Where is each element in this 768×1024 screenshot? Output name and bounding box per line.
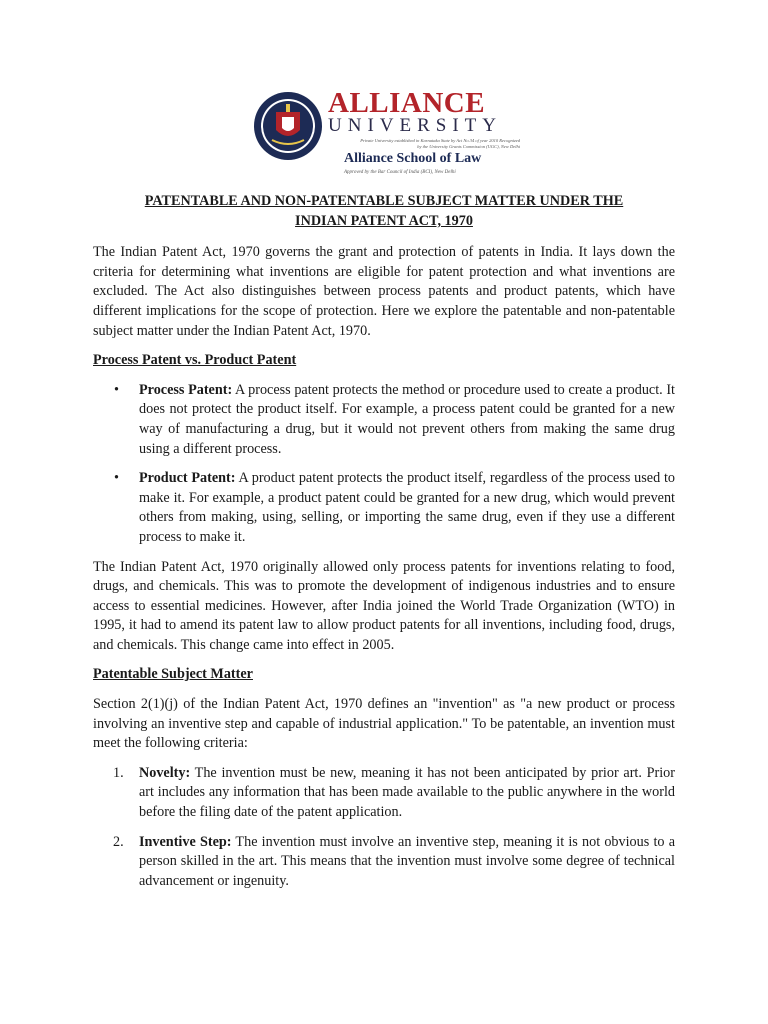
list-item-term: Product Patent: <box>139 470 236 487</box>
title-line-1: PATENTABLE AND NON-PATENTABLE SUBJECT MATTER UNDER THE <box>144 193 624 209</box>
section-heading-process-vs-product: Process Patent vs. Product Patent <box>93 352 297 369</box>
list-item-term: Novelty: <box>139 764 191 781</box>
patent-types-list <box>93 381 675 548</box>
brand-name: ALLIANCE <box>328 87 486 119</box>
list-item-text: A process patent protects the method or procedure used to create a product. It does not protect the product itself. For example, a process patent could be granted for a new way of manufacturing a drug, but it would not prevent others from making the same drug using a different process. <box>139 381 675 457</box>
school-name: Alliance School of Law <box>344 151 482 166</box>
list-item-text: A product patent protects the product itself, regardless of the process used to make it. For example, a product patent could be granted for a new drug, which would prevent others from making, using, selling, or importing the same drug, even if they use a different process to make it. <box>139 470 675 545</box>
brand-note: Private University established in Karnataka State by Act No.34 of year 2010 Recognized by the University Grants Commission (UGC), New Delhi <box>360 138 520 149</box>
document-title <box>93 192 675 231</box>
list-number: 2. <box>113 833 124 850</box>
list-item <box>93 833 675 892</box>
bullet-marker: • <box>114 470 119 487</box>
brand-subtitle: UNIVERSITY <box>328 115 502 136</box>
list-item-text: The invention must involve an inventive step, meaning it is not obvious to a person skilled in the art. This means that the invention must involve some degree of technical advancement or ingenuity. <box>139 833 676 889</box>
list-item-term: Inventive Step: <box>139 833 232 850</box>
school-note: Approved by the Bar Council of India (BCI), New Delhi <box>344 170 456 175</box>
list-number: 1. <box>113 764 124 781</box>
bullet-marker: • <box>114 381 119 398</box>
intro-paragraph: The Indian Patent Act, 1970 governs the grant and protection of patents in India. It lays down the criteria for determining what inventions are eligible for patent protection and what inventions are excluded. The Act also distinguishes between process patents and product patents, which have different implications for the scope of protection. Here we explore the patentable and non-patentable subject matter under the Indian Patent Act, 1970. <box>93 244 675 339</box>
document-body <box>93 192 675 901</box>
university-logo-block <box>248 86 520 180</box>
list-item-text: The invention must be new, meaning it has not been anticipated by prior art. Prior art includes any information that has been made available to the public anywhere in the world before the filing date of the patent application. <box>139 764 675 821</box>
criteria-list <box>93 764 675 892</box>
list-item <box>93 469 675 547</box>
definition-paragraph: Section 2(1)(j) of the Indian Patent Act, 1970 defines an "invention" as "a new product or process involving an inventive step and capable of industrial application." To be patentable, an invention must meet the following criteria: <box>93 696 675 752</box>
list-item-term: Process Patent: <box>139 381 233 398</box>
section-heading-patentable-subject-matter: Patentable Subject Matter <box>93 666 253 683</box>
university-seal-icon <box>252 90 324 162</box>
list-item <box>93 764 675 823</box>
history-paragraph: The Indian Patent Act, 1970 originally allowed only process patents for inventions relating to food, drugs, and chemicals. This was to promote the development of indigenous industries and to ensure access to essential medicines. However, after India joined the World Trade Organization (WTO) in 1995, it had to amend its patent law to allow product patents for all inventions, including food, drugs, and chemicals. This change came into effect in 2005. <box>93 558 675 653</box>
list-item <box>93 381 675 459</box>
title-line-2: INDIAN PATENT ACT, 1970 <box>295 212 473 229</box>
